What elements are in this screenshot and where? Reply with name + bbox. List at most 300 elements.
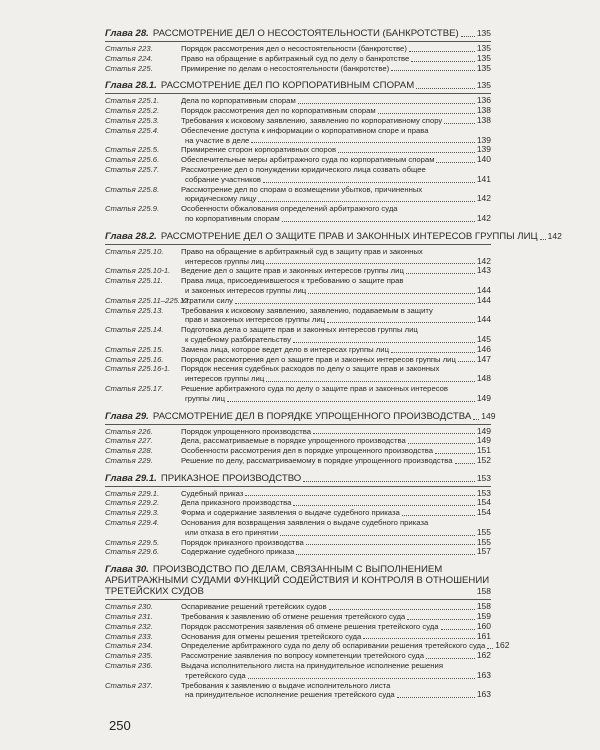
toc-entry [105, 106, 491, 116]
article-number: Статья 225.14. [105, 325, 164, 335]
article-number: Статья 225.15. [105, 344, 164, 354]
dot-leader [308, 293, 475, 294]
entry-line [105, 145, 491, 155]
article-page: 160 [476, 620, 491, 631]
dot-leader [327, 322, 475, 323]
toc-entry [105, 247, 491, 267]
toc-entry [105, 489, 491, 499]
toc-entry [105, 276, 491, 296]
chapter-page: 142 [547, 230, 562, 241]
article-page: 141 [476, 173, 491, 184]
article-number: Статья 235. [105, 651, 153, 661]
dot-leader [409, 51, 475, 52]
entry-line [105, 286, 491, 296]
chapter-heading [105, 28, 491, 42]
toc-entry [105, 456, 491, 466]
article-number: Статья 225.2. [105, 106, 160, 116]
article-title: Порядок рассмотрения дел о несостоятельности (банкротстве) [181, 44, 407, 53]
chapter-section [105, 80, 491, 223]
article-page: 149 [476, 435, 491, 446]
dot-leader [282, 221, 475, 222]
article-number: Статья 229.1. [105, 488, 160, 498]
dot-leader [245, 495, 474, 496]
dot-leader [436, 162, 474, 163]
toc-entry [105, 651, 491, 661]
article-title: Содержание судебного приказа [181, 547, 295, 557]
entry-line [105, 690, 491, 700]
dot-leader [391, 352, 475, 353]
article-number: Статья 227. [105, 436, 153, 446]
article-title: Судебный приказ [181, 488, 244, 498]
article-page: 157 [476, 546, 491, 557]
article-title: или отказа в его принятии [185, 527, 279, 537]
entry-line [105, 175, 491, 185]
entry-line [105, 446, 491, 456]
entry-line [105, 456, 491, 466]
article-number: Статья 228. [105, 446, 153, 456]
chapter-title: РАССМОТРЕНИЕ ДЕЛ ПО КОРПОРАТИВНЫМ СПОРАМ [160, 80, 415, 92]
chapter-page: 135 [476, 28, 491, 38]
chapter-page: 158 [476, 586, 491, 597]
toc-entry [105, 640, 510, 651]
entry-line [105, 106, 491, 116]
dot-leader [407, 619, 475, 620]
article-title: Подготовка дела о защите прав и законных интересов группы лиц [181, 325, 418, 335]
toc-entry [105, 446, 491, 456]
entry-line [105, 126, 491, 136]
article-page: 136 [476, 95, 491, 106]
table-of-contents [105, 28, 562, 707]
article-number: Статья 225.4. [105, 125, 160, 135]
article-page: 163 [476, 669, 491, 680]
entry-line [105, 640, 510, 651]
dot-leader [378, 113, 475, 114]
dot-leader [408, 443, 475, 444]
article-title: к судебному разбирательству [185, 334, 291, 344]
article-page: 162 [476, 650, 491, 661]
article-title: Право на обращение в арбитражный суд в защиту прав и законных [181, 246, 423, 256]
dot-leader [263, 182, 475, 183]
entry-line [105, 204, 491, 214]
article-page: 153 [476, 487, 491, 498]
article-title: Особенности рассмотрения дел в порядке упрощенного производства [181, 446, 434, 456]
article-number: Статья 225.16-1. [105, 364, 171, 374]
article-title: Решение арбитражного суда по делу о защите прав и законных интересов [181, 383, 449, 393]
article-title: Рассмотрение дел о понуждении юридического лица созвать общее [181, 164, 426, 174]
dot-leader [402, 515, 475, 516]
chapter-label: Глава 29.1. [105, 472, 157, 484]
toc-entry [105, 204, 491, 224]
toc-entry [105, 355, 491, 365]
toc-entry [105, 296, 491, 306]
article-title: Примирение по делам о несостоятельности (банкротстве) [181, 63, 390, 73]
toc-entry [105, 64, 491, 74]
dot-leader [258, 201, 474, 202]
entry-line [105, 651, 491, 661]
chapter-heading [105, 564, 491, 600]
chapter-page: 153 [476, 472, 491, 483]
article-title: Порядок рассмотрения дел о защите прав и законных интересов группы лиц [181, 354, 456, 364]
article-page: 161 [476, 630, 491, 641]
article-number: Статья 229.5. [105, 537, 160, 547]
entry-line [105, 116, 491, 126]
dot-leader [296, 554, 474, 555]
entry-line [105, 436, 491, 446]
article-page: 146 [476, 343, 491, 354]
article-page: 142 [476, 193, 491, 204]
entry-line [105, 136, 491, 146]
article-page: 149 [476, 392, 491, 403]
article-number: Статья 225.8. [105, 184, 160, 194]
chapter-section [105, 230, 562, 404]
entry-line [105, 185, 491, 195]
entry-line [105, 194, 491, 204]
entry-line [105, 364, 491, 374]
entry-line [105, 489, 491, 499]
toc-entry [105, 96, 491, 106]
entry-line [105, 427, 491, 437]
chapter-title: РАССМОТРЕНИЕ ДЕЛ О ЗАЩИТЕ ПРАВ И ЗАКОННЫХ ИНТЕРЕСОВ ГРУППЫ ЛИЦ [160, 230, 538, 242]
article-title: Оспаривание решений третейских судов [181, 602, 327, 612]
article-number: Статья 234. [105, 641, 153, 651]
chapter-section [105, 564, 510, 700]
article-page: 148 [476, 373, 491, 384]
article-number: Статья 225.13. [105, 305, 164, 315]
chapter-section [105, 410, 496, 466]
entry-line [105, 547, 491, 557]
chapter-title: РАССМОТРЕНИЕ ДЕЛ О НЕСОСТОЯТЕЛЬНОСТИ (БАНКРОТСТВЕ) [152, 28, 459, 39]
entry-line [105, 345, 491, 355]
toc-entry [105, 116, 491, 126]
article-number: Статья 225.11. [105, 276, 163, 286]
article-title: Выдача исполнительного листа на принудительное исполнение решения [181, 661, 444, 671]
article-title: собрание участников [185, 174, 261, 184]
entry-line [105, 257, 491, 267]
chapter-title: ПРИКАЗНОЕ ПРОИЗВОДСТВО [160, 472, 302, 484]
entry-line [105, 64, 491, 74]
toc-entry [105, 427, 491, 437]
article-title: Порядок несения судебных расходов по делу о защите прав и законных [181, 364, 440, 374]
article-title: прав и законных интересов группы лиц [185, 315, 326, 325]
toc-entry [105, 612, 491, 622]
article-page: 149 [476, 425, 491, 436]
toc-entry [105, 54, 491, 64]
dot-leader [251, 142, 474, 143]
dot-leader [363, 638, 475, 639]
dot-leader [391, 70, 475, 71]
article-page: 151 [476, 445, 491, 456]
article-number: Статья 225.10-1. [105, 266, 171, 276]
article-number: Статья 223. [105, 44, 153, 53]
article-number: Статья 225.1. [105, 96, 160, 106]
dot-leader [329, 609, 475, 610]
article-title: Особенности обжалования определений арбитражного суда [181, 204, 398, 214]
toc-entry [105, 498, 491, 508]
article-title: Право на обращение в арбитражный суд по делу о банкротстве [181, 53, 410, 63]
article-number: Статья 230. [105, 602, 153, 612]
article-title: юридическому лицу [185, 194, 257, 204]
dot-leader [280, 535, 475, 536]
article-number: Статья 225.16. [105, 354, 164, 364]
article-number: Статья 225.17. [105, 383, 164, 393]
chapter-page: 149 [481, 410, 496, 421]
dot-leader [313, 433, 475, 434]
article-page: 144 [476, 314, 491, 325]
chapter-section [105, 28, 491, 73]
article-number: Статья 231. [105, 612, 153, 622]
article-title: Рассмотрение заявления по вопросу компетенции третейского суда [181, 651, 425, 661]
toc-entry [105, 538, 491, 548]
article-title: Порядок упрощенного производства [181, 426, 312, 436]
article-title: Дела приказного производства [181, 498, 292, 508]
article-title: на принудительное исполнение решения третейского суда [185, 690, 395, 700]
toc-entry [105, 44, 491, 54]
dot-leader [248, 678, 475, 679]
dot-leader [298, 103, 475, 104]
entry-line [105, 155, 491, 165]
entry-line [105, 165, 491, 175]
article-title: Замена лица, которое ведет дело в интересах группы лиц [181, 344, 389, 354]
article-page: 159 [476, 611, 491, 622]
toc-entry [105, 266, 491, 276]
chapter-label: Глава 30. [105, 564, 149, 576]
article-number: Статья 229.6. [105, 547, 160, 557]
article-title: интересов группы лиц [185, 374, 265, 384]
dot-leader [455, 463, 475, 464]
article-page: 162 [495, 640, 510, 651]
dot-leader [227, 401, 475, 402]
article-title: Основания для возвращения заявления о выдаче судебного приказа [181, 518, 429, 528]
toc-entry [105, 306, 491, 326]
article-page: 155 [476, 536, 491, 547]
toc-entry [105, 145, 491, 155]
article-title: Примирение сторон корпоративных споров [181, 145, 337, 155]
article-title: Требования к исковому заявлению, заявлению по корпоративному спору [181, 115, 443, 125]
article-page: 139 [476, 144, 491, 155]
dot-leader [266, 263, 475, 264]
entry-line [105, 671, 491, 681]
toc-entry [105, 126, 491, 146]
dot-leader [473, 419, 479, 420]
dot-leader [444, 123, 475, 124]
article-title: Права лица, присоединившегося к требованию о защите прав [181, 276, 404, 286]
article-title: Ведение дел о защите прав и законных интересов группы лиц [181, 266, 404, 276]
article-title: Определение арбитражного суда по делу об оспаривании решения третейского суда [181, 641, 486, 651]
chapter-heading [105, 410, 496, 425]
entry-line [105, 632, 491, 642]
article-title: по корпоративным спорам [185, 213, 280, 223]
article-number: Статья 229. [105, 455, 153, 465]
entry-line [105, 247, 491, 257]
article-title: и законных интересов группы лиц [185, 285, 307, 295]
article-number: Статья 225.7. [105, 164, 160, 174]
entry-line [105, 661, 491, 671]
dot-leader [293, 505, 474, 506]
article-number: Статья 225.9. [105, 204, 160, 214]
article-title: Порядок рассмотрения дел по корпоративным спорам [181, 106, 376, 116]
article-page: 139 [476, 134, 491, 145]
article-page: 144 [476, 294, 491, 305]
article-title: Дела, рассматриваемые в порядке упрощенного производства [181, 436, 406, 446]
chapter-section [105, 473, 491, 558]
article-page: 140 [476, 154, 491, 165]
entry-line [105, 214, 491, 224]
entry-line [105, 306, 491, 316]
article-title: Основания для отмены решения третейского суда [181, 631, 362, 641]
article-title: на участие в деле [185, 135, 250, 145]
toc-entry [105, 325, 491, 345]
article-page: 138 [476, 114, 491, 125]
chapter-heading [105, 473, 491, 487]
article-title: Дела по корпоративным спорам [181, 96, 296, 106]
article-title: Форма и содержание заявления о выдаче судебного приказа [181, 508, 400, 518]
toc-entry [105, 602, 491, 612]
article-page: 158 [476, 601, 491, 612]
entry-line [105, 384, 491, 394]
article-page: 138 [476, 105, 491, 116]
entry-line [105, 335, 491, 345]
dot-leader [303, 481, 475, 482]
article-title: Требования к заявлению о выдаче исполнительного листа [181, 680, 391, 690]
dot-leader [540, 239, 546, 240]
dot-leader [435, 453, 475, 454]
article-number: Статья 229.2. [105, 498, 160, 508]
entry-line [105, 96, 491, 106]
entry-line [105, 681, 491, 691]
entry-line [105, 325, 491, 335]
article-title: третейского суда [185, 670, 246, 680]
dot-leader [293, 342, 475, 343]
article-page: 147 [476, 353, 491, 364]
entry-line [105, 276, 491, 286]
chapter-label: Глава 28. [105, 28, 149, 39]
toc-entry [105, 345, 491, 355]
toc-entry [105, 681, 491, 701]
dot-leader [416, 88, 475, 89]
article-page: 142 [476, 212, 491, 223]
article-title: Обеспечение доступа к информации о корпоративном споре и права [181, 125, 429, 135]
entry-line [105, 355, 491, 365]
toc-entry [105, 384, 491, 404]
entry-line [105, 538, 491, 548]
entry-line [105, 612, 491, 622]
chapter-title: ПРОИЗВОДСТВО ПО ДЕЛАМ, СВЯЗАННЫМ С ВЫПОЛНЕНИЕМ АРБИТРАЖНЫМИ СУДАМИ ФУНКЦИЙ СОДЕЙСТВИЯ И КОНТРОЛЯ В ОТНОШЕНИИ ТРЕТЕЙСКИХ СУДОВ [105, 564, 490, 598]
article-page: 135 [476, 52, 491, 63]
entry-line [105, 54, 491, 64]
toc-entry [105, 547, 491, 557]
article-number: Статья 226. [105, 426, 153, 436]
article-page: 163 [476, 689, 491, 700]
entry-line [105, 602, 491, 612]
dot-leader [461, 36, 475, 37]
dot-leader [397, 697, 475, 698]
entry-line [105, 374, 491, 384]
toc-entry [105, 436, 491, 446]
article-number: Статья 229.4. [105, 518, 160, 528]
toc-entry [105, 632, 491, 642]
dot-leader [306, 544, 475, 545]
article-page: 155 [476, 526, 491, 537]
chapter-heading [105, 80, 491, 94]
article-title: Рассмотрение дел по спорам о возмещении убытков, причиненных [181, 184, 423, 194]
toc-entry [105, 508, 491, 518]
article-title: Порядок приказного производства [181, 537, 304, 547]
article-page: 145 [476, 333, 491, 344]
article-number: Статья 225.11–225.12. [105, 295, 191, 305]
toc-entry [105, 661, 491, 681]
toc-entry [105, 165, 491, 185]
chapter-label: Глава 28.1. [105, 80, 157, 92]
article-number: Статья 225.6. [105, 155, 160, 165]
dot-leader [266, 381, 475, 382]
article-page: 142 [476, 255, 491, 266]
entry-line [105, 622, 491, 632]
dot-leader [458, 361, 475, 362]
article-number: Статья 224. [105, 53, 153, 63]
article-number: Статья 229.3. [105, 508, 160, 518]
page-number: 250 [109, 718, 131, 733]
dot-leader [406, 273, 475, 274]
entry-line [105, 394, 491, 404]
dot-leader [441, 629, 475, 630]
dot-leader [426, 658, 475, 659]
chapter-label: Глава 29. [105, 410, 149, 422]
article-title: Решение по делу, рассматриваемому в порядке упрощенного производства [181, 455, 453, 465]
article-title: интересов группы лиц [185, 256, 265, 266]
article-page: 143 [476, 265, 491, 276]
toc-entry [105, 155, 491, 165]
entry-line [105, 296, 491, 306]
entry-line [105, 266, 491, 276]
article-page: 154 [476, 497, 491, 508]
article-title: Требования к заявлению об отмене решения третейского суда [181, 612, 406, 622]
article-title: Требования к исковому заявлению, заявлению, подаваемым в защиту [181, 305, 433, 315]
entry-line [105, 508, 491, 518]
article-title: Порядок рассмотрения заявления об отмене решения третейского суда [181, 621, 439, 631]
article-number: Статья 232. [105, 621, 153, 631]
article-page: 135 [476, 62, 491, 73]
entry-line [105, 315, 491, 325]
entry-line [105, 44, 491, 54]
toc-entry [105, 622, 491, 632]
article-page: 152 [476, 454, 491, 465]
chapter-page: 135 [476, 80, 491, 91]
toc-entry [105, 364, 491, 384]
article-page: 144 [476, 284, 491, 295]
toc-entry [105, 185, 491, 205]
article-number: Статья 233. [105, 631, 153, 641]
entry-line [105, 518, 491, 528]
article-number: Статья 225.5. [105, 145, 160, 155]
article-title: Утратили силу [181, 295, 233, 305]
article-number: Статья 236. [105, 661, 153, 671]
article-number: Статья 225.10. [105, 246, 164, 256]
entry-line [105, 498, 491, 508]
article-number: Статья 237. [105, 680, 153, 690]
chapter-heading [105, 230, 562, 245]
article-number: Статья 225. [105, 63, 153, 73]
chapter-title: РАССМОТРЕНИЕ ДЕЛ В ПОРЯДКЕ УПРОЩЕННОГО ПРОИЗВОДСТВА [152, 410, 472, 422]
dot-leader [235, 303, 475, 304]
entry-line [105, 528, 491, 538]
dot-leader [487, 648, 493, 649]
article-number: Статья 225.3. [105, 115, 160, 125]
article-page: 135 [476, 43, 491, 53]
article-title: Обеспечительные меры арбитражного суда по корпоративным спорам [181, 155, 435, 165]
article-title: группы лиц [185, 393, 226, 403]
article-page: 154 [476, 507, 491, 518]
dot-leader [338, 152, 475, 153]
